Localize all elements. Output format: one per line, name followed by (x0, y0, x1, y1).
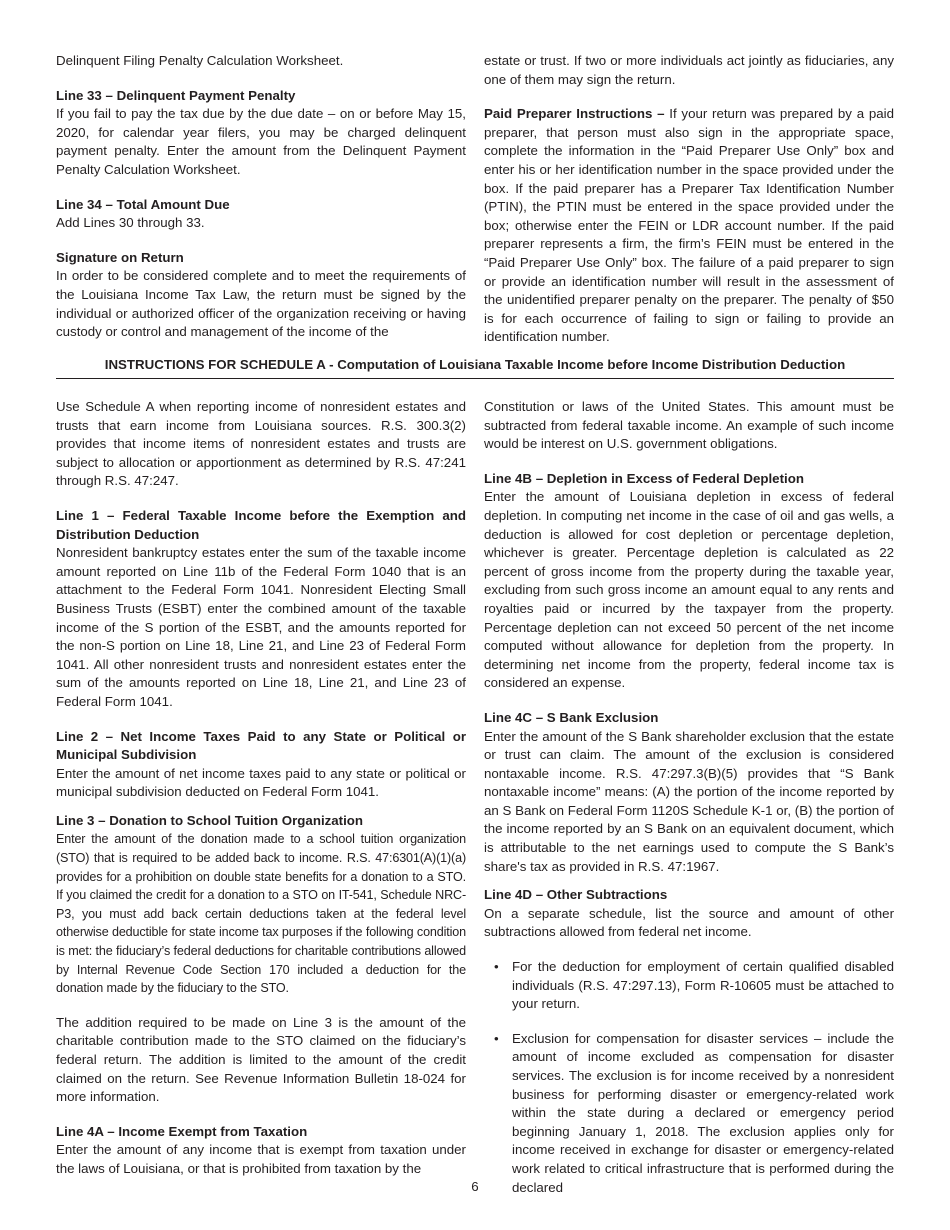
worksheet-continuation: Delinquent Filing Penalty Calculation Worksheet. (56, 53, 344, 68)
line4b-text: Enter the amount of Louisiana depletion in excess of federal depletion. In computing net income in the case of oil and gas wells, a deduction is allowed for cost depletion or percentage depletion, whichever is greater. Percentage depletion is calculated as 22 percent of gross income from the property during the taxable year, excluding from such gross income an amount equal to any rents and royalties paid or incurred by the taxpayer from the property. Percentage depletion can not exceed 50 percent of the net income computed without allowance for depletion from the property. In determining net income from the property, federal income tax is considered an expense. (484, 489, 894, 691)
signature-continuation: estate or trust. If two or more individuals act jointly as fiduciaries, any one of them may sign the return. (484, 53, 894, 87)
signature-text: In order to be considered complete and to meet the requirements of the Louisiana Income Tax Law, the return must be signed by the individual or authorized officer of the organization receiving or having custody or control and management of the income of the (56, 268, 466, 340)
line34-text: Add Lines 30 through 33. (56, 215, 205, 231)
schedule-a-banner: INSTRUCTIONS FOR SCHEDULE A - Computation of Louisiana Taxable Income before Income Distribution Deduction (56, 356, 894, 379)
bottom-left-column (56, 398, 466, 1179)
line4a-continuation: Constitution or laws of the United States. This amount must be subtracted from federal taxable income. An example of such income would be interest on U.S. government obligations. (484, 399, 894, 452)
line4d-text: On a separate schedule, list the source and amount of other subtractions allowed from federal net income. (484, 905, 894, 940)
line34-heading: Line 34 – Total Amount Due (56, 196, 230, 212)
line3-text-2: The addition required to be made on Line 3 is the amount of the charitable contribution made to the STO claimed on the fiduciary’s federal return. The addition is limited to the amount of the credit claimed on the return. See Revenue Information Bulletin 18-024 for more information. (56, 1014, 466, 1105)
line4c-text: Enter the amount of the S Bank shareholder exclusion that the estate or trust can claim. The amount of the exclusion is considered nontaxable income. R.S. 47:297.3(B)(5) provides that “S Bank nontaxable income” means: (A) the portion of the income reported by an S Bank on Federal Form 1120S Schedule K-1 or, (B) the portion of the income reported by an S Bank on an equivalent document, which is attributable to the net earnings used to compute the S Bank’s share's tax as provided in R.S. 47:1967. (484, 728, 894, 874)
line33-text: If you fail to pay the tax due by the due date – on or before May 15, 2020, for calendar year filers, you may be charged delinquent payment penalty. Enter the amount from the Delinquent Payment Penalty Calculation Worksheet. (56, 106, 466, 177)
line2-text: Enter the amount of net income taxes paid to any state or political or municipal subdivision deducted on Federal Form 1041. (56, 765, 466, 800)
page-number: 6 (471, 1179, 479, 1194)
top-left-column (56, 52, 466, 342)
schedule-a-intro: Use Schedule A when reporting income of nonresident estates and trusts that earn income from Louisiana sources. R.S. 300.3(2) provides that income items of nonresident estates and trusts are subject to allocation or apportionment as determined by R.S. 47:241 through R.S. 47:247. (56, 399, 466, 489)
other-subtractions-list (484, 958, 894, 1197)
list-item: • Exclusion for compensation for disaster services – include the amount of income excluded as compensation for disaster services. The exclusion is for income received by a nonresident business for performing disaster or emergency-related work within the state during a declared or emergency period beginning January 1, 2018. The exclusion applies only for income received in exchange for disaster or emergency-related work related to critical infrastructure that is performed during the declared (484, 1030, 894, 1197)
signature-heading: Signature on Return (56, 249, 184, 265)
paid-preparer-text: If your return was prepared by a paid preparer, that person must also sign in the appropriate space, complete the information in the “Paid Preparer Use Only” box and enter his or her identification number in the space provided under the box. If the paid preparer has a Preparer Tax Identification Number (PTIN), the PTIN must be entered in the space provided under the box; otherwise enter the FEIN or LDR account number. If the paid preparer represents a firm, the firm’s FEIN must be entered in the “Paid Preparer Use Only” box. The failure of a paid preparer to sign or provide an identification number will result in the assessment of the unidentified preparer penalty on the preparer. The penalty of $50 is for each occurrence of failing to sign or failing to provide an identification number. (484, 106, 894, 345)
line1-text: Nonresident bankruptcy estates enter the sum of the taxable income amount reported on Line 11b of the Federal Form 1040 that is an attachment to the Federal Form 1041. Nonresident Electing Small Business Trusts (ESBT) enter the combined amount of the taxable income of the S portion of the ESBT, and the amounts reported for the non-S portion on Line 18, Line 21, and Line 23 of Federal Form 1041. All other nonresident trusts and nonresident estates enter the sum of the amounts reported on Line 18, Line 21, and Line 23 of Federal Form 1041. (56, 545, 466, 709)
line4c-heading: Line 4C – S Bank Exclusion (484, 709, 659, 725)
line33-heading: Line 33 – Delinquent Payment Penalty (56, 87, 296, 103)
top-right-column (484, 52, 894, 347)
line3-heading: Line 3 – Donation to School Tuition Organization (56, 812, 364, 828)
list-item: • For the deduction for employment of certain qualified disabled individuals (R.S. 47:297.13), Form R-10605 must be attached to your return. (484, 958, 894, 1014)
line4b-heading: Line 4B – Depletion in Excess of Federal Depletion (484, 470, 804, 486)
line4a-text: Enter the amount of any income that is exempt from taxation under the laws of Louisiana, or that is prohibited from taxation by the (56, 1142, 466, 1176)
bottom-right-column (484, 398, 894, 1197)
line4a-heading: Line 4A – Income Exempt from Taxation (56, 1123, 308, 1139)
paid-preparer-heading: Paid Preparer Instructions – (484, 106, 665, 122)
line3-text: Enter the amount of the donation made to a school tuition organization (STO) that is required to be added back to income. R.S. 47:6301(A)(1)(a) provides for a prohibition on double state benefits for a donation to a STO. If you claimed the credit for a donation to a STO on IT-541, Schedule NRC-P3, you must add back certain deductions taken at the federal level otherwise deductible for state income tax purposes if the following condition is met: the fiduciary’s federal deductions for charitable contributions allowed by Internal Revenue Code Section 170 included a deduction for the donation made by the fiduciary to the STO. (56, 832, 466, 996)
line4d-heading: Line 4D – Other Subtractions (484, 887, 668, 903)
line1-heading: Line 1 – Federal Taxable Income before the Exemption and Distribution Deduction (56, 507, 466, 542)
line2-heading: Line 2 – Net Income Taxes Paid to any State or Political or Municipal Subdivision (56, 728, 466, 763)
paid-preparer-paragraph (484, 105, 894, 347)
